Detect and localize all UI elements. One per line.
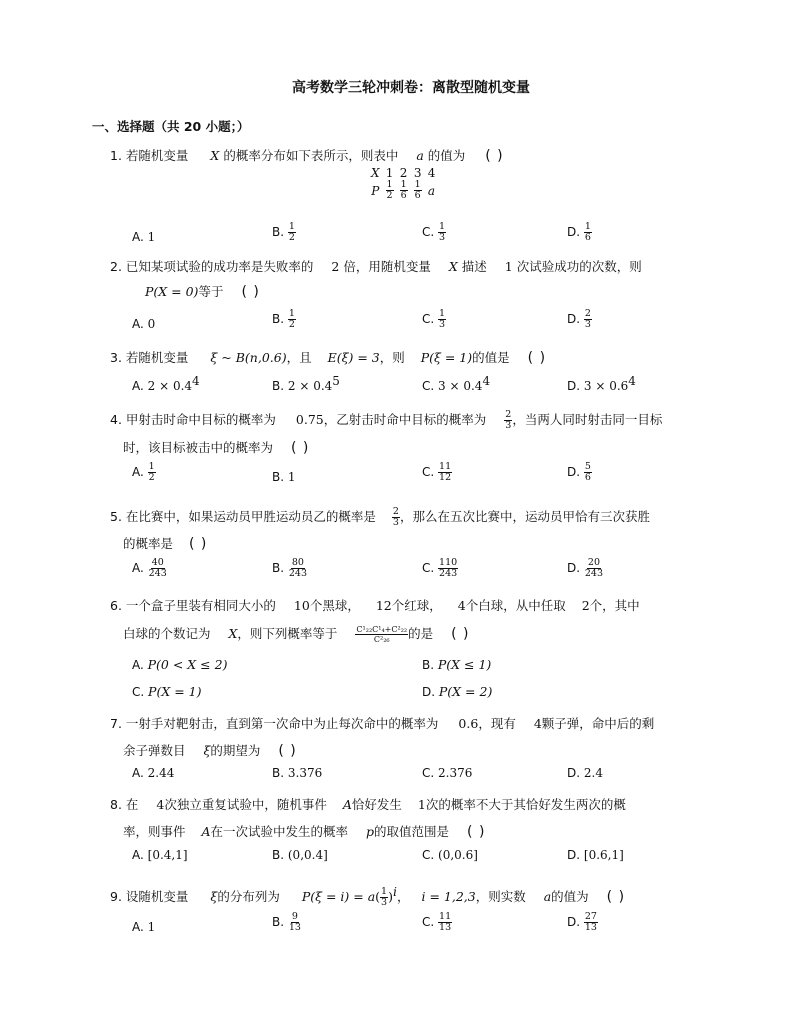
question-2-line-2: P(X = 0)等于 ( ) [145,284,260,300]
q4-option-c[interactable]: C. $\frac{11}{12}$ [422,461,452,483]
q8-option-b[interactable]: B. (0,0.4] [272,848,328,862]
question-1 [110,146,504,164]
q1-var-x: X [210,148,220,163]
question-7-line-2: 余子弹数目 ξ的期望为 ( ) [123,743,297,759]
q7-option-a[interactable]: A. 2.44 [132,766,175,780]
q9-option-b[interactable]: B. $\frac{9}{13}$ [272,911,301,933]
q1-option-a[interactable]: A. 1 [132,230,156,244]
question-8: 8. 在 4次独立重复试验中，随机事件 A恰好发生 1次的概率不大于其恰好发生两次的概 [110,797,626,812]
table-x-2: 2 [399,166,408,180]
question-7: 7. 一射手对靶射击，直到第一次命中为止每次命中的概率为 0.6，现有 4颗子弹，命中后的剩 [110,716,655,731]
q6-option-b[interactable]: B. P(X ≤ 1) [422,657,492,672]
q1-option-c[interactable]: C. $\frac{1}{3}$ [422,221,446,243]
q8-option-c[interactable]: C. (0,0.6] [422,848,478,862]
q9-option-d[interactable]: D. $\frac{27}{13}$ [567,911,597,933]
q5-option-a[interactable]: A. $\frac{40}{243}$ [132,557,167,579]
table-p-3: $\frac{1}{6}$ [414,179,421,201]
table-p-4: a [427,183,436,198]
q1-text-2: 的概率分布如下表所示，则表中 [223,148,399,163]
question-9: 9. 设随机变量 ξ的分布列为 P(ξ = i) = a( $\frac{1}{3}$ )$^i$， i = 1,2,3，则实数 a的值为 ( ) [110,884,626,909]
q1-number: 1. [110,148,122,163]
q5-option-b[interactable]: B. $\frac{80}{243}$ [272,557,308,579]
section-heading: 一、选择题（共 20 小题；） [92,119,250,134]
q4-option-b[interactable]: B. 1 [272,470,296,484]
q7-option-c[interactable]: C. 2.376 [422,766,473,780]
q7-option-d[interactable]: D. 2.4 [567,766,603,780]
q2-option-c[interactable]: C. $\frac{1}{3}$ [422,308,446,330]
table-x-4: 4 [427,166,436,180]
q8-option-a[interactable]: A. [0.4,1] [132,848,188,862]
q9-option-c[interactable]: C. $\frac{11}{13}$ [422,911,452,933]
table-x-label: X [371,166,380,180]
question-5-line-2: 的概率是 ( ) [123,536,208,552]
q1-text-3: 的值为 [427,148,466,163]
q2-option-b[interactable]: B. $\frac{1}{2}$ [272,308,295,330]
table-p-label: P [371,183,380,198]
answer-paren: ( ) [485,148,504,164]
question-8-line-2: 率，则事件 A在一次试验中发生的概率 p的取值范围是 ( ) [123,824,486,840]
q1-text-1: 若随机变量 [125,148,189,163]
question-6-line-2: 白球的个数记为 X，则下列概率等于 $\frac{\text{C¹₂₂C¹₄+C²₂₂}}{\text{C²₂₆}}$ 的是 ( ) [123,625,470,644]
question-5: 5. 在比赛中，如果运动员甲胜运动员乙的概率是 $\frac{2}{3}$ ，那么在五次比赛中，运动员甲恰有三次获胜 [110,506,650,528]
q7-option-b[interactable]: B. 3.376 [272,766,323,780]
table-x-3: 3 [413,166,422,180]
q5-option-d[interactable]: D. $\frac{20}{243}$ [567,557,604,579]
q2-option-d[interactable]: D. $\frac{2}{3}$ [567,308,591,330]
q1-distribution-table [368,166,438,201]
table-p-1: $\frac{1}{2}$ [386,179,393,201]
question-2: 2. 已知某项试验的成功率是失败率的 2 倍，用随机变量 X 描述 1 次试验成功的次数，则 [110,259,642,274]
question-4-line-2: 时，该目标被击中的概率为 ( ) [123,440,310,456]
q3-option-d[interactable]: D. $3 \times 0.6^4$ [567,374,636,393]
q2-option-a[interactable]: A. 0 [132,317,156,331]
page-title: 高考数学三轮冲刺卷：离散型随机变量 [292,80,530,96]
question-6: 6. 一个盒子里装有相同大小的 10个黑球， 12个红球， 4个白球，从中任取 2个，其中 [110,598,640,613]
q3-option-a[interactable]: A. $2 \times 0.4^4$ [132,374,200,393]
table-p-2: $\frac{1}{6}$ [400,179,407,201]
q1-option-d[interactable]: D. $\frac{1}{6}$ [567,221,591,243]
q8-option-d[interactable]: D. [0.6,1] [567,848,624,862]
q6-option-a[interactable]: A. P(0 < X ≤ 2) [132,657,228,672]
q5-option-c[interactable]: C. $\frac{110}{243}$ [422,557,458,579]
table-x-1: 1 [385,166,394,180]
q6-option-d[interactable]: D. P(X = 2) [422,684,493,699]
question-4: 4. 甲射击时命中目标的概率为 0.75，乙射击时命中目标的概率为 $\frac{2}{3}$ ，当两人同时射击同一目标 [110,409,663,431]
q3-option-b[interactable]: B. $2 \times 0.4^5$ [272,374,340,393]
q1-option-b[interactable]: B. $\frac{1}{2}$ [272,221,295,243]
q9-option-a[interactable]: A. 1 [132,920,156,934]
q1-var-a: a [416,148,424,163]
q3-option-c[interactable]: C. $3 \times 0.4^4$ [422,374,491,393]
question-3: 3. 若随机变量 ξ ~ B(n,0.6)，且 E(ξ) = 3，则 P(ξ = 1)的值是 ( ) [110,350,547,366]
q4-option-d[interactable]: D. $\frac{5}{6}$ [567,461,591,483]
q6-option-c[interactable]: C. P(X = 1) [132,684,202,699]
q4-option-a[interactable]: A. $\frac{1}{2}$ [132,461,155,483]
